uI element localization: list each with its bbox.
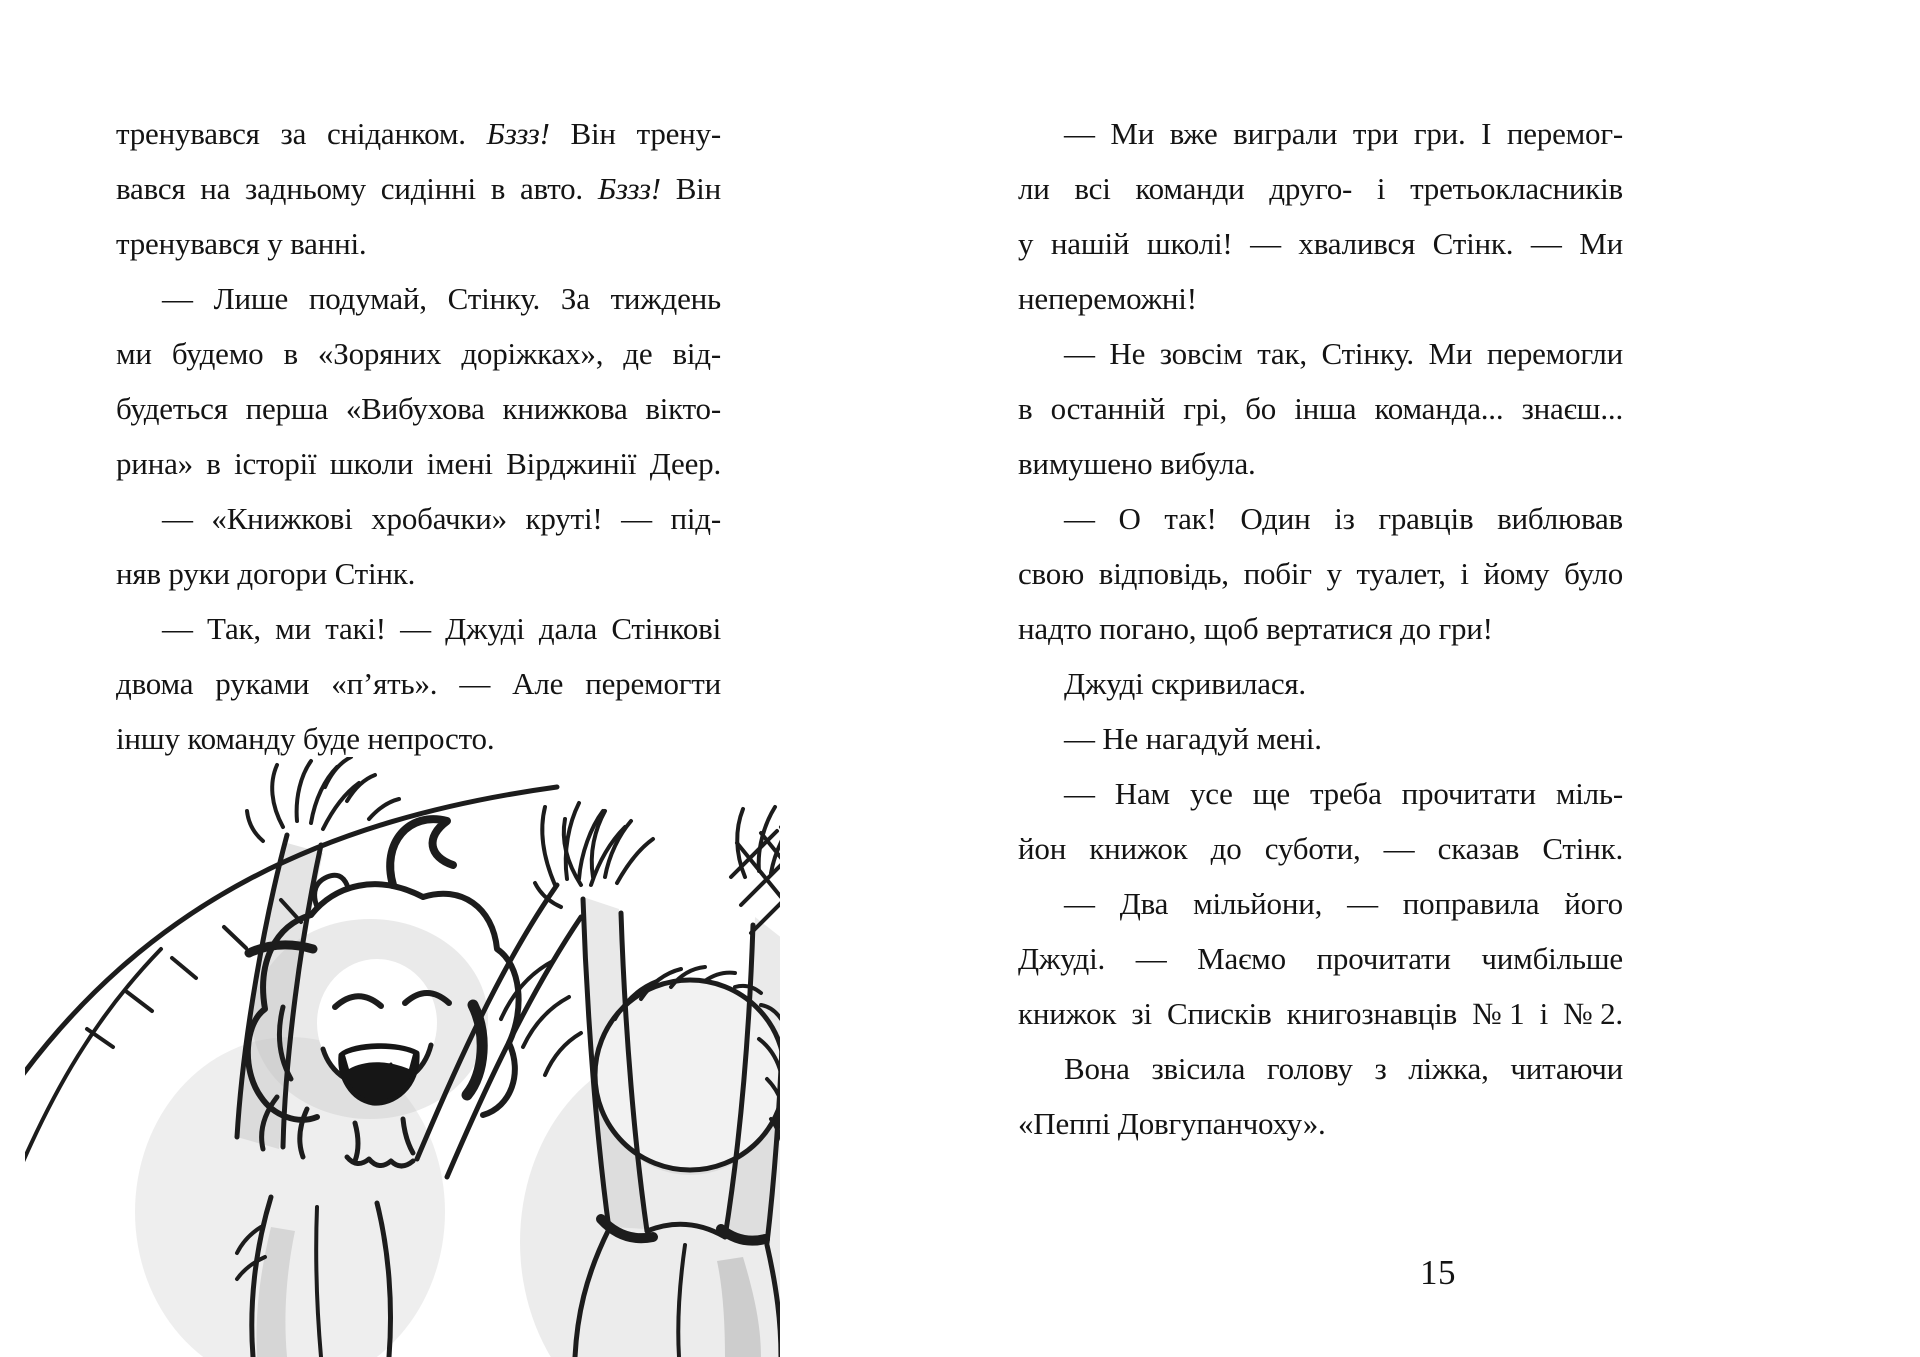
text-line — [1018, 656, 1623, 711]
text-segment: Він трену- — [549, 116, 721, 151]
text-segment: надто погано, щоб вертатися до гри! — [1018, 611, 1493, 646]
text-line — [116, 381, 721, 436]
text-line — [1018, 821, 1623, 876]
text-segment: Джуді скривилася. — [1064, 666, 1306, 701]
text-segment: непереможні! — [1018, 281, 1197, 316]
text-line — [116, 161, 721, 216]
text-line — [1018, 546, 1623, 601]
text-segment: — Не зовсім так, Стінку. Ми перемогли — [1064, 336, 1623, 371]
text-segment: двома руками «п’ять». — Але перемогти — [116, 666, 721, 701]
text-line — [116, 271, 721, 326]
text-segment: — Ми вже виграли три гри. І перемог- — [1064, 116, 1623, 151]
text-segment: будеться перша «Вибухова книжкова вікто- — [116, 391, 721, 426]
text-line — [1018, 436, 1623, 491]
text-line — [1018, 271, 1623, 326]
text-line — [1018, 876, 1623, 931]
text-line — [116, 601, 721, 656]
italic-text: Бззз! — [486, 116, 550, 151]
text-line — [1018, 381, 1623, 436]
text-segment: — «Книжкові хробачки» круті! — під- — [162, 501, 721, 536]
text-line — [116, 491, 721, 546]
text-line — [116, 326, 721, 381]
text-line — [116, 656, 721, 711]
text-segment: тренувався за сніданком. — [116, 116, 487, 151]
text-line — [116, 546, 721, 601]
text-segment: в останній грі, бо інша команда... знаєш... — [1018, 391, 1623, 426]
text-segment: свою відповідь, побіг у туалет, і йому було — [1018, 556, 1623, 591]
text-line — [116, 436, 721, 491]
text-segment: няв руки догори Стінк. — [116, 556, 416, 591]
text-segment: — Нам усе ще треба прочитати міль- — [1064, 776, 1623, 811]
text-line — [1018, 931, 1623, 986]
text-line — [1018, 601, 1623, 656]
text-segment: ми будемо в «Зоряних доріжках», де від- — [116, 336, 721, 371]
text-segment: у нашій школі! — хвалився Стінк. — Ми — [1018, 226, 1623, 261]
text-line — [1018, 216, 1623, 271]
crosshatch-patch — [731, 827, 780, 933]
text-segment: вимушено вибула. — [1018, 446, 1256, 481]
text-line — [1018, 766, 1623, 821]
text-line — [116, 106, 721, 161]
text-line — [1018, 1096, 1623, 1151]
text-line — [1018, 986, 1623, 1041]
text-segment: рина» в історії школи імені Вірджинії Деер. — [116, 446, 721, 481]
text-segment: Джуді. — Маємо прочитати чимбільше — [1018, 941, 1623, 976]
text-line — [1018, 711, 1623, 766]
text-line — [1018, 106, 1623, 161]
text-segment: вався на задньому сидінні в авто. — [116, 171, 598, 206]
left-page-text — [116, 106, 721, 766]
right-page-text — [1018, 106, 1623, 1151]
illustration-highfive — [25, 757, 780, 1357]
text-line — [1018, 326, 1623, 381]
text-segment: іншу команду буде непросто. — [116, 721, 495, 756]
text-segment: — Лише подумай, Стінку. За тиждень — [162, 281, 721, 316]
text-segment: Він — [660, 171, 721, 206]
text-segment: — Так, ми такі! — Джуді дала Стінкові — [162, 611, 721, 646]
text-segment: йон книжок до суботи, — сказав Стінк. — [1018, 831, 1623, 866]
text-segment: «Пеппі Довгупанчоху». — [1018, 1106, 1326, 1141]
text-segment: — Два мільйони, — поправила його — [1064, 886, 1623, 921]
page-number: 15 — [1420, 1253, 1456, 1292]
text-segment: — О так! Один із гравців виблював — [1064, 501, 1623, 536]
text-line — [1018, 491, 1623, 546]
text-line — [1018, 1041, 1623, 1096]
text-segment: книжок зі Списків книгознавців №1 і №2. — [1018, 996, 1623, 1031]
text-segment: тренувався у ванні. — [116, 226, 367, 261]
text-segment: Вона звісила голову з ліжка, читаючи — [1064, 1051, 1623, 1086]
text-line — [116, 216, 721, 271]
italic-text: Бззз! — [597, 171, 661, 206]
text-segment: — Не нагадуй мені. — [1064, 721, 1322, 756]
text-segment: ли всі команди друго- і третьокласників — [1018, 171, 1623, 206]
text-line — [1018, 161, 1623, 216]
